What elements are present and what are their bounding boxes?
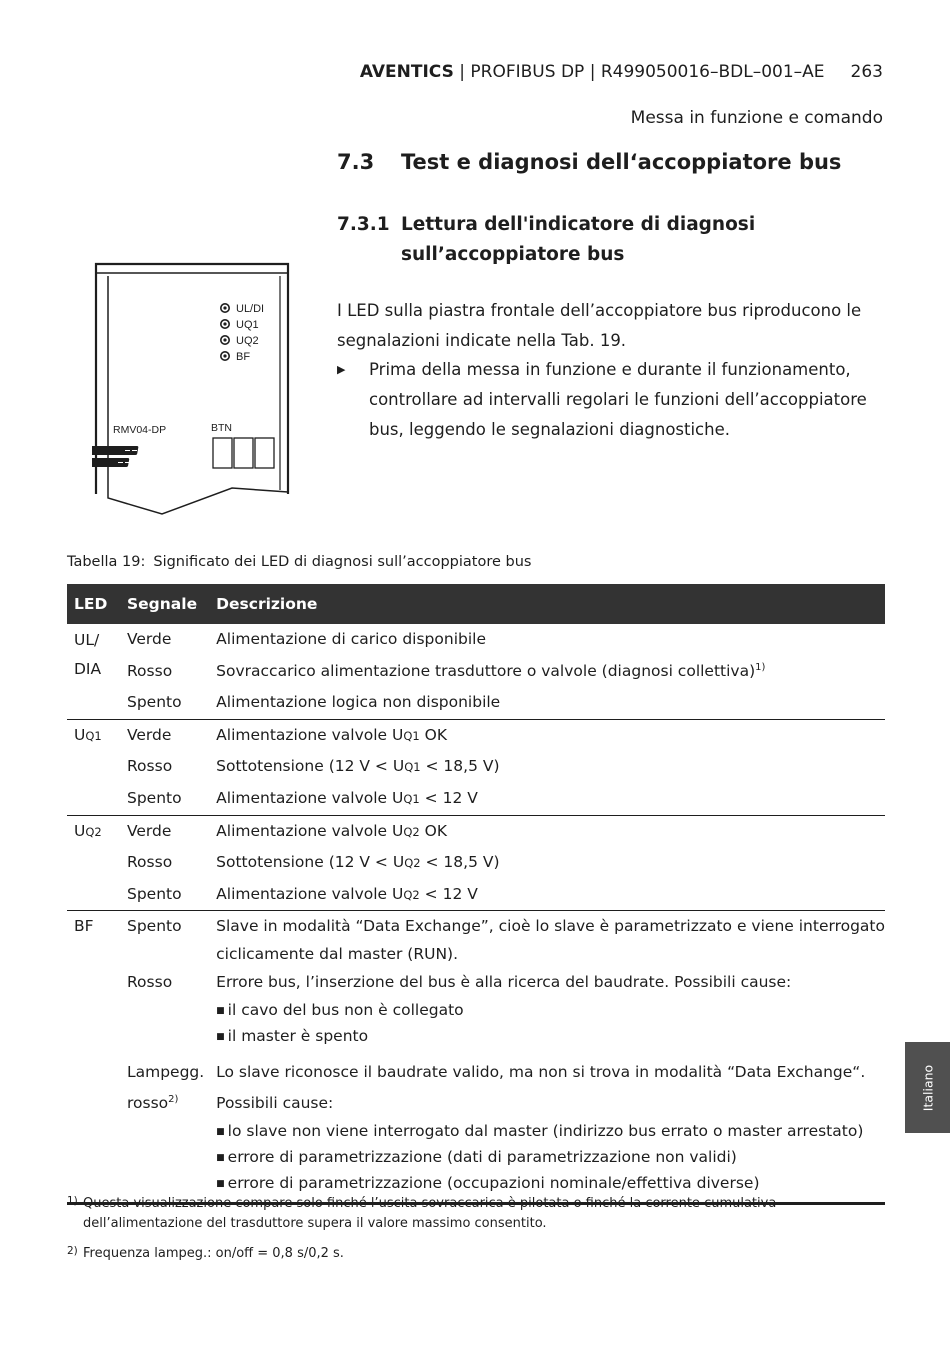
signal-cell <box>127 815 216 911</box>
footnote-ref: 1) <box>755 661 766 673</box>
footnote-ref: 2) <box>168 1093 179 1105</box>
signal-value: Rosso <box>126 757 173 776</box>
subsection-title-line1: Lettura dell'indicatore di diagnosi <box>401 214 756 235</box>
description-line <box>216 720 885 752</box>
description-text: Alimentazione valvole U <box>216 788 404 807</box>
description-cell <box>216 1057 885 1204</box>
description-line <box>216 656 885 688</box>
led-cell <box>67 815 127 911</box>
table-row-uq2 <box>67 815 885 911</box>
description-text: ciclicamente dal master (RUN). <box>216 944 459 963</box>
footnote-text: Frequenza lampeg.: on/off = 0,8 s/0,2 s. <box>83 1246 344 1261</box>
footnote-mark: 2) <box>67 1245 78 1257</box>
description-text: Lo slave riconosce il baudrate valido, ma non si trova in modalità “Data Exchange“. <box>216 1062 866 1081</box>
footnote-1 <box>67 1194 827 1234</box>
led-name-line1: UL/ <box>74 631 100 649</box>
description-subscript: Q1 <box>403 791 420 806</box>
signal-value: Spento <box>126 788 182 807</box>
table-header-row <box>67 584 885 624</box>
description-subscript: Q2 <box>403 824 420 839</box>
instruction-text: Prima della messa in funzione e durante il funzionamento, controllare ad intervalli regolari le funzioni dell’accoppiatore bus, leggendo le segnalazioni diagnostiche. <box>369 360 867 439</box>
language-tab-label: Italiano <box>920 1064 935 1111</box>
led-name: U <box>74 821 86 840</box>
table-row-bf-blink <box>67 1057 885 1204</box>
led-indicators-icon <box>221 304 229 360</box>
led-label-uldi: UL/DI <box>236 303 265 315</box>
running-header <box>360 62 883 82</box>
triangle-bullet-icon: ▶ <box>337 363 346 376</box>
led-label-bf: BF <box>236 351 251 363</box>
footnote-mark: 1) <box>67 1195 78 1207</box>
description-line <box>216 751 885 783</box>
led-name-subscript: Q1 <box>85 728 102 743</box>
signal-cell <box>127 967 216 1057</box>
instruction-step <box>337 355 887 445</box>
description-text: Alimentazione valvole U <box>216 884 404 903</box>
description-text: Alimentazione di carico disponibile <box>216 630 486 648</box>
bus-coupler-illustration <box>92 262 292 518</box>
table-row-bf-off <box>67 911 885 967</box>
footnote-text-line1: Questa visualizzazione compare solo finché l’uscita sovraccarica è pilotata o finché la corrente cumulativa <box>83 1196 777 1211</box>
description-text: Slave in modalità “Data Exchange”, cioè lo slave è parametrizzato e viene interrogato <box>216 917 885 936</box>
column-header-led: LED <box>67 584 127 624</box>
signal-value: Rosso <box>126 972 173 991</box>
signal-cell <box>127 719 216 815</box>
description-line <box>216 816 885 848</box>
section-title: Test e diagnosi dell‘accoppiatore bus <box>401 150 842 174</box>
description-text: Alimentazione logica non disponibile <box>216 693 501 712</box>
description-text: < 12 V <box>419 884 478 903</box>
description-subscript: Q2 <box>404 856 421 871</box>
table-row-bf-red <box>67 967 885 1057</box>
led-label-uq2: UQ2 <box>236 335 259 347</box>
btn-label: BTN <box>211 422 232 434</box>
document-code: R499050016–BDL–001–AE <box>600 62 825 82</box>
description-text: < 18,5 V) <box>420 757 500 776</box>
description-text: Alimentazione valvole U <box>216 821 404 840</box>
led-name: BF <box>74 917 94 936</box>
description-text: Sottotensione (12 V < U <box>216 853 405 872</box>
list-item: ■ lo slave non viene interrogato dal master (indirizzo bus errato o master arrestato) <box>216 1120 885 1146</box>
description-cell <box>216 967 885 1057</box>
subsection-heading <box>337 210 821 270</box>
intro-paragraph: I LED sulla piastra frontale dell’accoppiatore bus riproducono le segnalazioni indicate nella Tab. 19. <box>337 301 862 350</box>
table-caption-label: Tabella 19: <box>67 554 146 570</box>
brand-name: AVENTICS <box>359 62 454 82</box>
led-cell <box>67 1057 127 1204</box>
description-text: < 12 V <box>419 788 478 807</box>
signal-value: rosso <box>126 1094 169 1113</box>
footnote-text-line2: dell’alimentazione del trasduttore supera il valore massimo consentito. <box>83 1216 547 1231</box>
led-cell <box>67 967 127 1057</box>
led-cell <box>67 719 127 815</box>
section-number: 7.3 <box>337 150 375 174</box>
description-text: Alimentazione valvole U <box>216 725 404 744</box>
section-heading <box>337 150 841 174</box>
led-name-line2: DIA <box>74 660 102 678</box>
description-text: Errore bus, l’inserzione del bus è alla ricerca del baudrate. Possibili cause: <box>216 972 792 991</box>
description-line <box>216 879 885 911</box>
chapter-title: Messa in funzione e comando <box>630 108 883 128</box>
signal-value: Spento <box>126 917 182 936</box>
signal-value: Verde <box>126 630 172 648</box>
description-text: Sovraccarico alimentazione trasduttore o valvole (diagnosi collettiva) <box>216 661 756 680</box>
profibus-logo-icon <box>92 446 168 467</box>
description-text: < 18,5 V) <box>420 853 500 872</box>
description-cell <box>216 815 885 911</box>
header-separator: | <box>584 62 601 82</box>
description-text: OK <box>419 821 448 840</box>
table-caption-text: Significato dei LED di diagnosi sull’accoppiatore bus <box>153 554 532 570</box>
table-row-uq1 <box>67 719 885 815</box>
button-slots <box>213 438 274 468</box>
signal-value: Rosso <box>126 853 173 872</box>
model-label: RMV04-DP <box>113 424 167 436</box>
description-line <box>216 783 885 815</box>
led-name-subscript: Q2 <box>85 824 102 839</box>
signal-value: Verde <box>126 821 172 840</box>
list-item: ■ errore di parametrizzazione (dati di parametrizzazione non validi) <box>216 1146 885 1172</box>
column-header-signal: Segnale <box>127 584 216 624</box>
description-cell <box>216 624 885 719</box>
subsection-title-line2: sull’accoppiatore bus <box>401 244 625 265</box>
signal-value: Rosso <box>126 661 173 680</box>
led-diagnosis-table <box>67 584 885 1205</box>
description-cell <box>216 719 885 815</box>
description-subscript: Q1 <box>403 728 420 743</box>
table-row-uldia <box>67 624 885 719</box>
list-item: ■ il cavo del bus non è collegato <box>216 999 885 1025</box>
signal-value: Spento <box>126 884 182 903</box>
led-name: U <box>74 725 86 744</box>
signal-value: Lampegg. <box>126 1062 205 1081</box>
led-cell <box>67 624 127 719</box>
list-item: ■ errore di parametrizzazione (occupazioni nominale/effettiva diverse) <box>216 1172 885 1198</box>
signal-cell <box>127 1057 216 1204</box>
device-outline <box>96 264 288 514</box>
signal-value: Spento <box>126 693 182 712</box>
description-text: OK <box>419 725 448 744</box>
description-subscript: Q1 <box>404 760 421 775</box>
header-separator: | <box>453 62 471 82</box>
page-number: 263 <box>850 62 883 82</box>
header-product: PROFIBUS DP <box>470 62 585 82</box>
led-cell <box>67 911 127 967</box>
list-item: ■ il master è spento <box>216 1025 885 1051</box>
signal-value-line2 <box>127 1088 216 1120</box>
description-subscript: Q2 <box>403 887 420 902</box>
description-text: Sottotensione (12 V < U <box>216 757 405 776</box>
signal-cell <box>127 911 216 967</box>
column-header-description: Descrizione <box>216 584 885 624</box>
description-text: Possibili cause: <box>216 1094 334 1113</box>
footnote-2 <box>67 1244 344 1264</box>
subsection-number: 7.3.1 <box>337 214 390 235</box>
description-cell <box>216 911 885 967</box>
language-tab <box>905 1042 950 1133</box>
signal-cell <box>127 624 216 719</box>
led-label-uq1: UQ1 <box>236 319 259 331</box>
signal-value: Verde <box>126 725 172 744</box>
description-line <box>216 847 885 879</box>
table-caption <box>67 554 539 570</box>
